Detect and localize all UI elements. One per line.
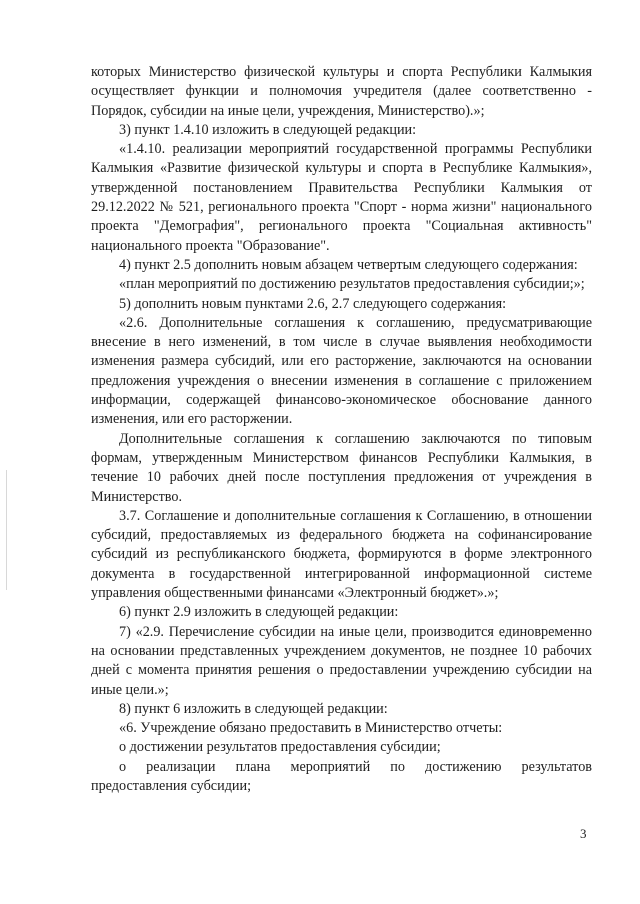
paragraph-item-8: 8) пункт 6 изложить в следующей редакции: (119, 700, 388, 717)
paragraph-report-results: о достижении результатов предоставления субсидии; (119, 739, 441, 756)
paragraph-item-5: 5) дополнить новым пунктами 2.6, 2.7 следующего содержания: (119, 295, 507, 312)
paragraph-item-1-4-10: «1.4.10. реализации мероприятий государственной программы Республики Калмыкия «Развитие физической культуры и спорта в Республике Калмыкия», утвержденной постановлением Правительства Республики Калмыкия от 29.12.2022 № 521, регионального проекта "Спорт - норма жизни" национального проекта "Демография", регионального проекта "Социальная активность" национального проекта "Образование". (91, 141, 592, 254)
document-body (91, 63, 592, 796)
paragraph-item-3-7: 3.7. Соглашение и дополнительные соглашения к Соглашению, в отношении субсидий, предоставляемых из федерального бюджета на софинансирование субсидий из республиканского бюджета, формируются в форме электронного документа в государственной интегрированной информационной системе управления общественными финансами «Электронный бюджет».»; (91, 507, 592, 602)
paragraph-item-7: 7) «2.9. Перечисление субсидии на иные цели, производится единовременно на основании представленных учреждением документов, не позднее 10 рабочих дней с момента принятия решения о предоставлении учреждению субсидии на иные цели.»; (91, 623, 592, 698)
paragraph-plan-text: «план мероприятий по достижению результатов предоставления субсидии;»; (119, 276, 585, 293)
paragraph-item-6-reports: «6. Учреждение обязано предоставить в Министерство отчеты: (119, 720, 503, 737)
scan-edge-mark (6, 470, 7, 590)
paragraph-report-plan: о реализации плана мероприятий по достижению результатов предоставления субсидии; (91, 758, 592, 794)
page-number: 3 (580, 826, 587, 841)
paragraph-additional-agreements: Дополнительные соглашения к соглашению заключаются по типовым формам, утвержденным Министерством финансов Республики Калмыкия, в течение 10 рабочих дней после поступления предложения от учреждения в Министерство. (91, 430, 592, 505)
paragraph-item-6: 6) пункт 2.9 изложить в следующей редакции: (119, 604, 399, 621)
paragraph-continuation: которых Министерство физической культуры и спорта Республики Калмыкия осуществляет функции и полномочия учредителя (далее соответственно - Порядок, субсидии на иные цели, учреждения, Министерство).»; (91, 64, 592, 119)
paragraph-item-3: 3) пункт 1.4.10 изложить в следующей редакции: (119, 121, 417, 138)
paragraph-item-4: 4) пункт 2.5 дополнить новым абзацем четвертым следующего содержания: (119, 256, 578, 273)
paragraph-item-2-6: «2.6. Дополнительные соглашения к соглашению, предусматривающие внесение в него изменений, в том числе в случае выявления необходимости изменения размера субсидий, или его расторжение, заключаются на основании предложения учреждения о внесении изменения в соглашение с приложением информации, содержащей финансово-экономическое обоснование данного изменения, или его расторжении. (91, 314, 592, 428)
